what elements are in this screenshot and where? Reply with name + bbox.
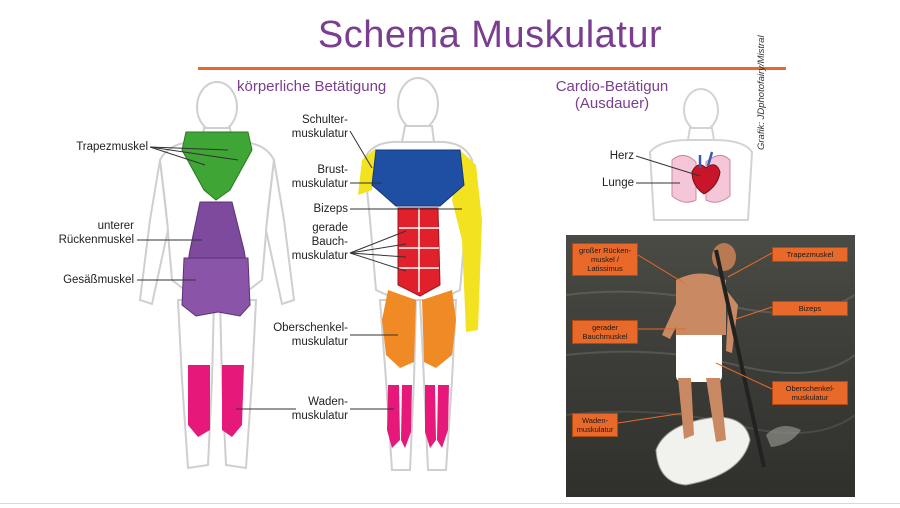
photo-tag-biceps: Bizeps [772,301,848,316]
bottom-divider [0,503,900,504]
label-gluteus: Gesäßmuskel [63,274,134,286]
subtitle-physical-activity: körperliche Betätigung [237,78,387,95]
label-calves-text: Waden- muskulatur [291,396,348,422]
photo-tag-latissimus [572,243,638,276]
photo-tag-calves [572,413,618,437]
label-chest-text: Brust- muskulatur [291,164,348,190]
photo-tag-thigh-text: Oberschenkel- muskulatur [785,384,835,402]
back-calf-left [188,365,210,437]
label-lower-back-text: unterer Rückenmuskel [58,220,134,246]
label-thigh [246,321,348,349]
chest-muscle [372,150,464,206]
label-chest [256,163,348,191]
paddleboarder-photo [566,235,855,497]
page-title: Schema Muskulatur [317,14,663,56]
photo-tag-calves-text: Waden- muskulatur [576,416,614,434]
cardio-figure [650,89,752,220]
image-credit: Grafik: JDphotofairy/Mistral [756,35,767,150]
front-calves [387,385,449,448]
label-shoulder-text: Schulter- muskulatur [291,114,348,140]
photo-tag-abs-text: gerader Bauchmuskel [582,323,628,341]
label-lower-back [30,219,134,247]
photo-tag-abs [572,320,638,344]
subtitle-cardio-text: Cardio-Betätigun (Ausdauer) [555,78,669,112]
label-abs [256,221,348,263]
photo-tag-latissimus-text: großer Rücken- muskel / Latissimus [578,246,632,273]
label-shoulder [256,113,348,141]
label-heart: Herz [609,150,634,162]
label-trapezius: Trapezmuskel [76,141,148,153]
photo-tag-thigh [772,381,848,405]
label-biceps: Bizeps [313,203,348,215]
label-lungs: Lunge [602,177,634,189]
label-abs-text: gerade Bauch- muskulatur [291,222,348,262]
gluteus-muscle [182,258,250,316]
back-calf-right [222,365,244,437]
label-calves [256,395,348,423]
label-thigh-text: Oberschenkel- muskulatur [273,322,348,348]
photo-tag-trapezius: Trapezmuskel [772,247,848,262]
